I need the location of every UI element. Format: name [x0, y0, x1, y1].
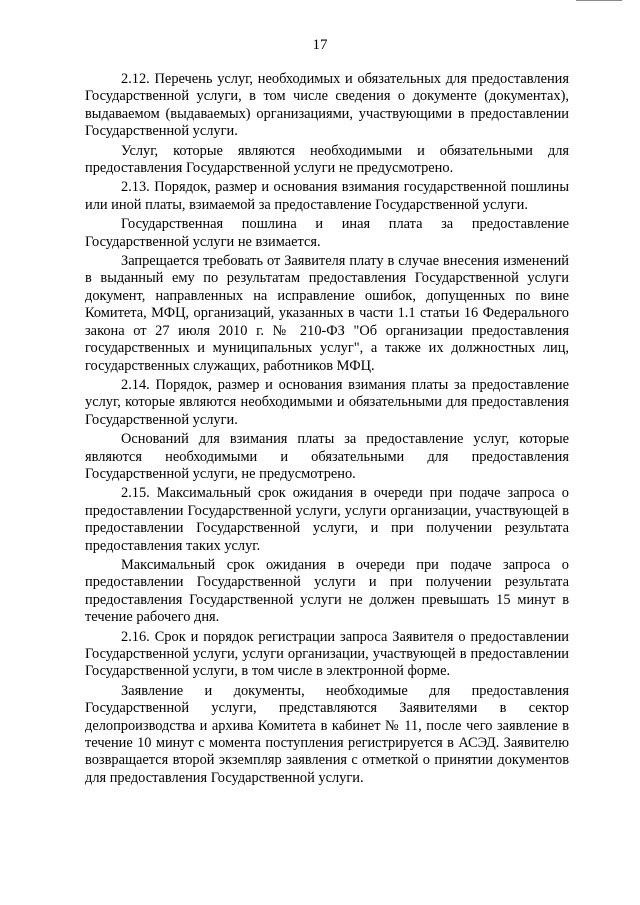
paragraph-2-14-text: Оснований для взимания платы за предоставление услуг, которые являются необходимыми и обязательными для предоставления Государственной услуги, не предусмотрено. [85, 431, 569, 482]
paragraph-2-12-text: Услуг, которые являются необходимыми и обязательными для предоставления Государственной услуги не предусмотрено. [85, 142, 569, 177]
paragraph-2-13-text: Государственная пошлина и иная плата за предоставление Государственной услуги не взимается. [85, 216, 569, 250]
paragraph-2-14-heading: 2.14. Порядок, размер и основания взимания платы за предоставление услуг, которые являются необходимыми и обязательными для предоставления Государственной услуги. [85, 376, 569, 428]
page-number: 17 [312, 37, 328, 53]
paragraph-2-12-heading: 2.12. Перечень услуг, необходимых и обязательных для предоставления Государственной услуги, в том числе сведения о документе (документах), выдаваемом (выдаваемых) организациями, участвующими в предоставлении Государственной услуги. [85, 71, 569, 140]
top-edge-mark [576, 0, 622, 1]
paragraph-2-15-heading: 2.15. Максимальный срок ожидания в очереди при подаче запроса о предоставлении Государственной услуги, услуги организации, участвующей в предоставлении Государственной услуги, и при получении результата предоставления таких услуг. [85, 485, 569, 554]
paragraph-2-15-text: Максимальный срок ожидания в очереди при подаче запроса о предоставлении Государственной услуги и при получении результата предоставления Государственной услуги не должен превышать 15 минут в течение рабочего дня. [85, 556, 569, 626]
document-body [85, 71, 569, 787]
paragraph-2-16-heading: 2.16. Срок и порядок регистрации запроса Заявителя о предоставлении Государственной услуги, услуги организации, участвующей в предоставлении Государственной услуги, в том числе в электронной форме. [85, 628, 569, 680]
paragraph-2-16-text: Заявление и документы, необходимые для предоставления Государственной услуги, представляются Заявителями в сектор делопроизводства и архива Комитета в кабинет № 11, после чего заявление в течение 10 минут с момента поступления регистрируется в АСЭД. Заявителю возвращается второй экземпляр заявления с отметкой о принятии документов для предоставления Государственной услуги. [85, 682, 569, 786]
paragraph-2-13-prohibition: Запрещается требовать от Заявителя плату в случае внесения изменений в выданный ему по результатам предоставления Государственной услуги документ, направленных на исправление ошибок, допущенных по вине Комитета, МФЦ, организаций, указанных в части 1.1 статьи 16 Федерального закона от 27 июля 2010 г. № 210-ФЗ "Об организации предоставления государственных и муниципальных услуг", а также их должностных лиц, государственных служащих, работников МФЦ. [85, 253, 569, 374]
paragraph-2-13-heading: 2.13. Порядок, размер и основания взимания государственной пошлины или иной платы, взимаемой за предоставление Государственной услуги. [85, 179, 569, 213]
